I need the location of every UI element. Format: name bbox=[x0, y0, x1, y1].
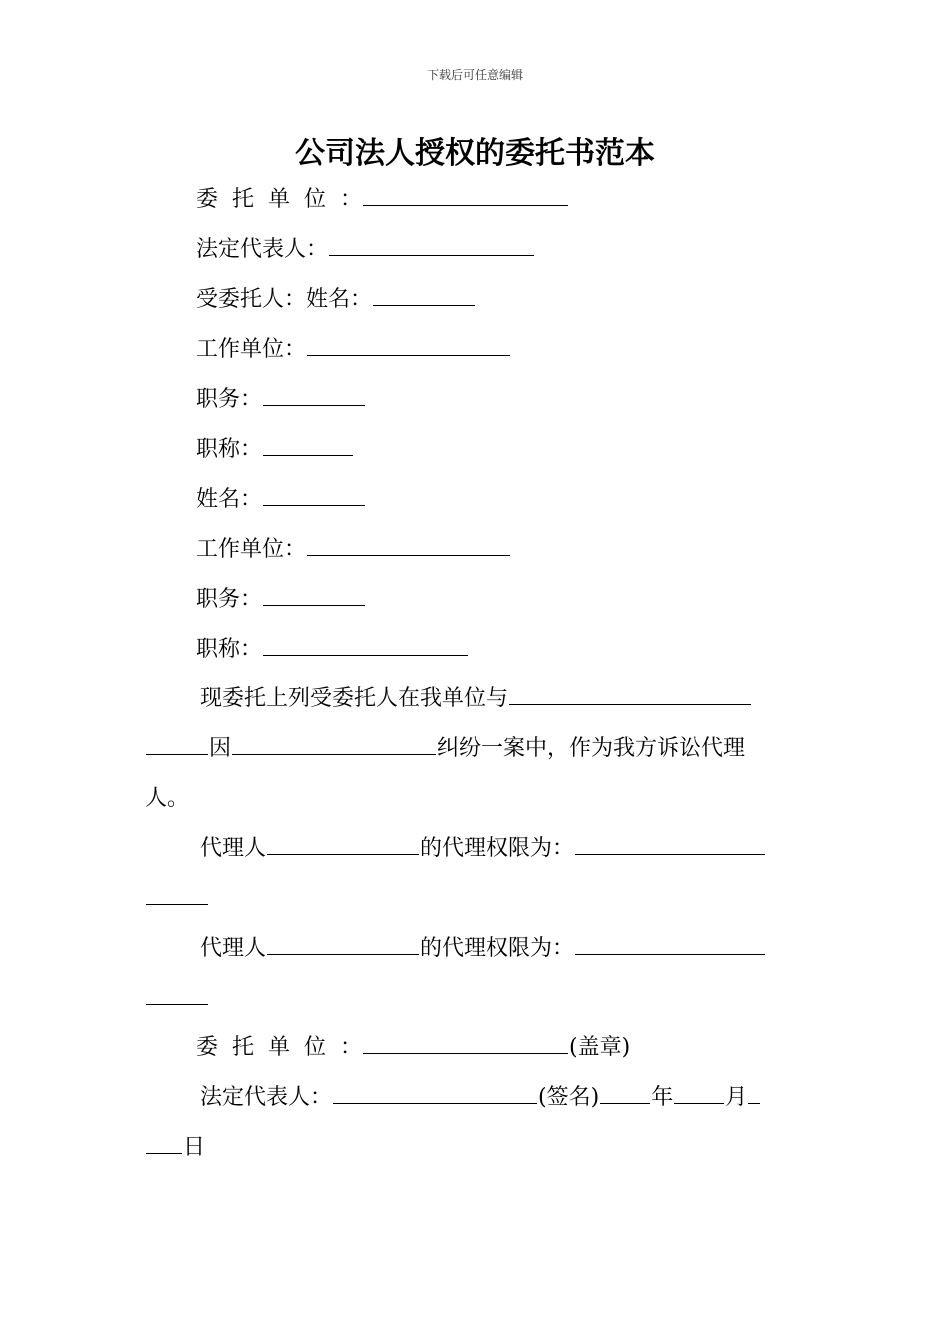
title-rank-blank-2[interactable] bbox=[263, 637, 468, 656]
title-rank-blank-1[interactable] bbox=[263, 437, 353, 456]
sign-principal-unit: 委托单位： (盖章) bbox=[196, 1035, 631, 1060]
agent-blank-2[interactable] bbox=[267, 936, 419, 955]
year-blank[interactable] bbox=[600, 1085, 650, 1104]
authority-line-2: 代理人 的代理权限为： bbox=[200, 934, 766, 964]
field-position-1: 职务： bbox=[196, 385, 366, 415]
field-principal-unit: 委托单位： bbox=[196, 185, 569, 215]
day-blank[interactable] bbox=[146, 1135, 182, 1154]
authority-blank-1-cont[interactable] bbox=[146, 886, 208, 905]
authority-line-2-cont bbox=[145, 984, 209, 1014]
agent-name-blank[interactable] bbox=[373, 287, 475, 306]
page-title: 公司法人授权的委托书范本 bbox=[295, 136, 655, 171]
authority-blank-1[interactable] bbox=[575, 836, 765, 855]
field-position-2: 职务： bbox=[196, 585, 366, 615]
authority-blank-2[interactable] bbox=[575, 936, 765, 955]
header-note: 下载后可任意编辑 bbox=[426, 68, 523, 82]
field-title-rank-2: 职称： bbox=[196, 635, 469, 665]
work-unit-blank-2[interactable] bbox=[307, 537, 510, 556]
sign-rep-blank[interactable] bbox=[333, 1085, 537, 1104]
field-title-rank-1: 职称： bbox=[196, 435, 354, 465]
authority-line-1: 代理人 的代理权限为： bbox=[200, 834, 766, 864]
opponent-blank[interactable] bbox=[509, 686, 751, 705]
field-name-2: 姓名： bbox=[196, 485, 366, 515]
legal-rep-blank[interactable] bbox=[329, 237, 534, 256]
authority-blank-2-cont[interactable] bbox=[146, 986, 208, 1005]
work-unit-blank-1[interactable] bbox=[307, 337, 510, 356]
principal-unit-blank[interactable] bbox=[363, 187, 568, 206]
field-agent-name: 受委托人：姓名： bbox=[196, 285, 476, 315]
month-blank[interactable] bbox=[674, 1085, 724, 1104]
position-blank-1[interactable] bbox=[263, 387, 365, 406]
sign-legal-rep: 法定代表人： (签名) 年 月 bbox=[200, 1083, 761, 1113]
opponent-blank-cont[interactable] bbox=[146, 736, 208, 755]
sign-unit-blank[interactable] bbox=[363, 1035, 568, 1054]
authority-line-1-cont bbox=[145, 884, 209, 914]
agent-blank-1[interactable] bbox=[267, 836, 419, 855]
position-blank-2[interactable] bbox=[263, 587, 365, 606]
sign-day-line: 日 bbox=[145, 1133, 205, 1163]
field-work-unit-2: 工作单位： bbox=[196, 535, 511, 565]
field-work-unit-1: 工作单位： bbox=[196, 335, 511, 365]
cause-blank[interactable] bbox=[232, 736, 436, 755]
paragraph-line-1: 现委托上列受委托人在我单位与 bbox=[200, 684, 752, 714]
paragraph-line-3: 人。 bbox=[145, 786, 190, 811]
name-blank-2[interactable] bbox=[263, 487, 365, 506]
paragraph-line-2: 因 纠纷一案中，作为我方诉讼代理 bbox=[145, 734, 745, 764]
day-blank-start[interactable] bbox=[748, 1085, 760, 1104]
field-legal-rep: 法定代表人： bbox=[196, 235, 535, 265]
